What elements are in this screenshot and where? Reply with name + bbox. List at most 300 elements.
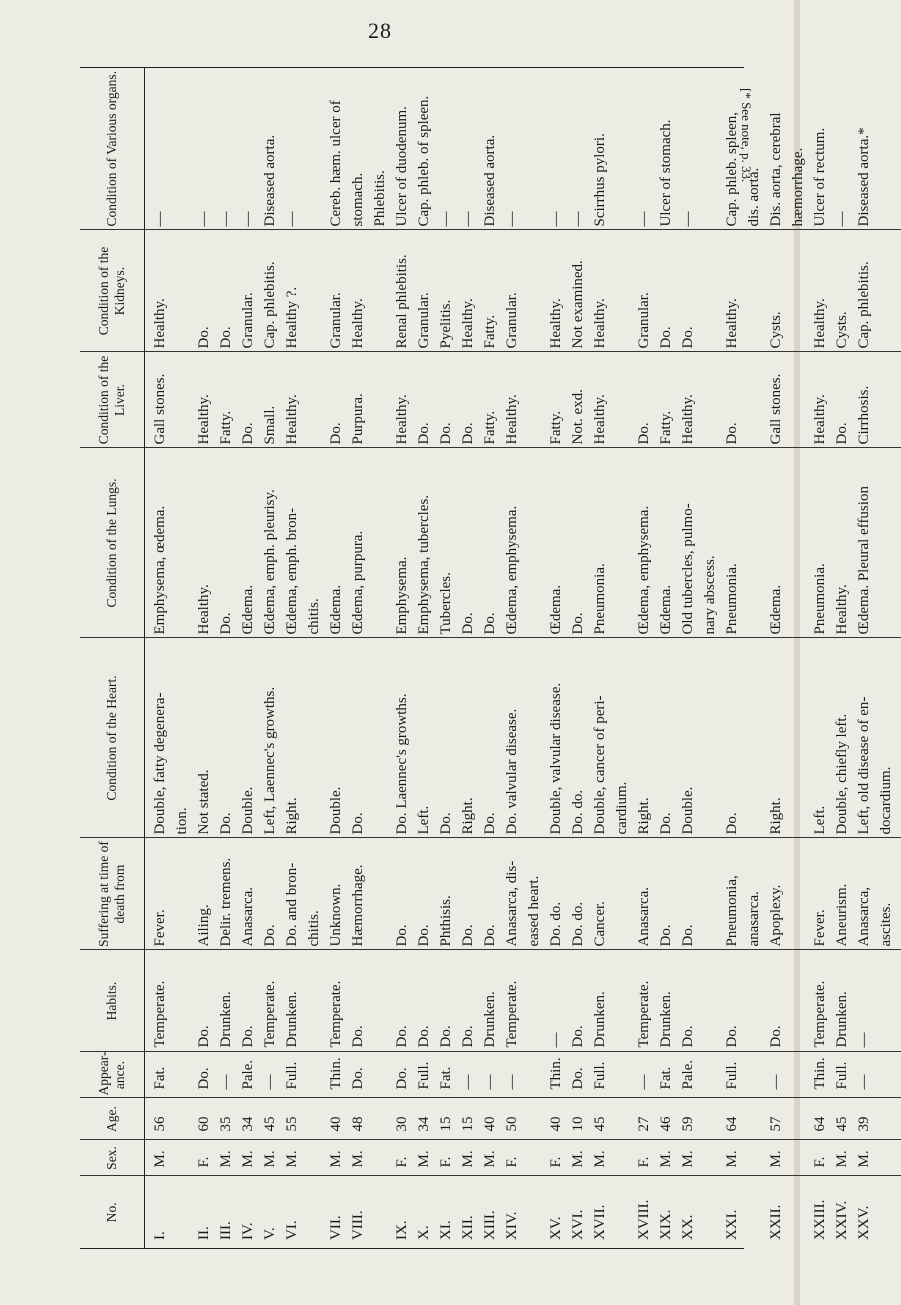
cell-line: Do.	[438, 422, 454, 445]
cell-line: Healthy.	[812, 298, 828, 349]
cell-line: Fatty.	[482, 314, 498, 349]
cell-line: Do.	[196, 1067, 212, 1090]
cell-line	[523, 356, 545, 445]
cell-line: Do.	[460, 924, 476, 947]
cell-line	[303, 356, 325, 445]
cell-line: Do.	[218, 812, 234, 835]
cell-line: Drunken.	[658, 991, 674, 1048]
cell-line: 64	[724, 1116, 740, 1132]
cell-line: —	[636, 211, 652, 227]
cell-line: Hæmorrhage.	[350, 864, 366, 947]
cell-line: —	[262, 1074, 278, 1090]
cell-line: Emphysema, tubercles.	[416, 494, 432, 635]
cell-line: Right.	[284, 797, 300, 835]
cell-line: M.	[680, 1150, 696, 1168]
cell-line	[787, 356, 809, 445]
cell-line: Cap. phleb. spleen,	[724, 111, 740, 227]
cell-line: nary abscess.	[702, 555, 718, 635]
column-liver	[145, 352, 901, 448]
cell-line: Œdema, emphysema.	[504, 505, 520, 635]
cell-line: XXII.	[768, 1204, 784, 1240]
cell-line: XVII.	[592, 1204, 608, 1240]
cell-line: Full.	[724, 1061, 740, 1090]
cell-line: Aneurism.	[834, 883, 850, 947]
cell-line: Do.	[460, 1025, 476, 1048]
cell-line	[611, 1056, 633, 1090]
header-no: No.	[80, 1176, 145, 1248]
cell-line: Healthy.	[394, 394, 410, 445]
cell-line	[743, 1102, 765, 1132]
cell-line: stomach.	[350, 172, 366, 227]
cell-line	[369, 356, 391, 445]
cell-line: M.	[218, 1150, 234, 1168]
cell-line	[611, 356, 633, 445]
cell-line: Granular.	[636, 292, 652, 349]
cell-line: Do.	[724, 812, 740, 835]
cell-line: 48	[350, 1116, 366, 1132]
cell-line: M.	[768, 1150, 784, 1168]
cell-line: 46	[658, 1116, 674, 1132]
cell-line: Not examined.	[570, 260, 586, 349]
cell-line	[611, 1102, 633, 1132]
cell-line	[369, 954, 391, 1048]
cell-line	[171, 234, 193, 349]
cell-line: Fat.	[438, 1066, 454, 1090]
cell-line: Fat.	[658, 1066, 674, 1090]
cell-line: Healthy ?.	[284, 286, 300, 349]
cell-line: Do.	[240, 1025, 256, 1048]
cell-line: Thin.	[548, 1057, 564, 1090]
cell-line	[171, 954, 193, 1048]
cell-line: anasarca.	[746, 891, 762, 947]
cell-line: F.	[504, 1156, 520, 1168]
cell-line: Pale.	[240, 1059, 256, 1090]
cell-line: Do.	[350, 812, 366, 835]
cell-line: Apoplexy.	[768, 884, 784, 947]
cell-line: Pneumonia.	[592, 563, 608, 635]
cell-line	[611, 954, 633, 1048]
cell-line: Granular.	[328, 292, 344, 349]
cell-line: Do.	[658, 924, 674, 947]
cell-line: Fat.	[152, 1066, 168, 1090]
cell-line: XII.	[460, 1215, 476, 1240]
cell-line	[369, 1056, 391, 1090]
cell-line: M.	[856, 1150, 872, 1168]
cell-line	[699, 1056, 721, 1090]
cell-line: —	[482, 1074, 498, 1090]
cell-line	[699, 71, 721, 227]
cell-line: M.	[328, 1150, 344, 1168]
cell-line: Œdema, purpura.	[350, 530, 366, 635]
cell-line: —	[570, 211, 586, 227]
cell-line: 15	[460, 1116, 476, 1132]
cell-line: dis. aorta.	[746, 167, 762, 227]
cell-line: 40	[482, 1116, 498, 1132]
cell-line: Œdema.	[548, 584, 564, 635]
cell-line: —	[218, 1074, 234, 1090]
cell-line: Do.	[394, 1067, 410, 1090]
cell-line	[699, 356, 721, 445]
cell-line: Unknown.	[328, 883, 344, 947]
cell-line: Anasarca,	[856, 886, 872, 947]
cell-line: Fever.	[812, 909, 828, 947]
cell-line: Left, old disease of en-	[856, 696, 872, 835]
cell-line	[523, 1144, 545, 1168]
cell-line: Full.	[834, 1061, 850, 1090]
cell-line	[523, 71, 545, 227]
cell-line	[303, 1102, 325, 1132]
cell-line: —	[240, 211, 256, 227]
cell-line: cardium.	[614, 781, 630, 835]
cell-line: F.	[196, 1156, 212, 1168]
column-habits	[145, 950, 901, 1052]
cell-line: 45	[592, 1116, 608, 1132]
cell-line: Œdema. Pleural effusion	[856, 486, 872, 635]
cell-line: 35	[218, 1116, 234, 1132]
cell-line	[369, 642, 391, 835]
cell-line: Cancer.	[592, 901, 608, 947]
cell-line: —	[196, 211, 212, 227]
table-bottom-rule	[80, 1248, 744, 1249]
cell-line: Anasarca.	[636, 886, 652, 947]
cell-line: XX.	[680, 1214, 696, 1240]
header-kidneys: Condition of the Kidneys.	[80, 230, 145, 352]
column-age	[145, 1098, 901, 1140]
cell-line: Healthy.	[724, 298, 740, 349]
cell-line: Do.	[680, 924, 696, 947]
cell-line	[787, 642, 809, 835]
cell-line: Do.	[438, 1025, 454, 1048]
cell-line: Ulcer of rectum.	[812, 127, 828, 227]
cell-line: Do.	[724, 1025, 740, 1048]
cell-line	[303, 1180, 325, 1241]
header-lungs: Condition of the Lungs.	[80, 448, 145, 638]
cell-line: Left.	[416, 805, 432, 835]
column-suffering	[145, 838, 901, 950]
header-age: Age.	[80, 1098, 145, 1140]
cell-line: Temperate.	[262, 980, 278, 1048]
cell-line	[171, 1144, 193, 1168]
cell-line	[171, 1180, 193, 1241]
cell-line: Do.	[570, 1025, 586, 1048]
cell-line	[611, 452, 633, 635]
cell-line: Temperate.	[328, 980, 344, 1048]
cell-line: F.	[438, 1156, 454, 1168]
cell-line: Healthy.	[834, 584, 850, 635]
cell-line	[523, 1180, 545, 1241]
cell-line: Emphysema, œdema.	[152, 505, 168, 635]
cell-line	[787, 234, 809, 349]
cell-line: 60	[196, 1116, 212, 1132]
cell-line	[171, 356, 193, 445]
cell-line: Cap. phlebitis.	[262, 261, 278, 349]
cell-line: M.	[658, 1150, 674, 1168]
cell-line: Do.	[570, 612, 586, 635]
cell-line: 50	[504, 1116, 520, 1132]
cell-line: Anasarca.	[240, 886, 256, 947]
cell-line: —	[834, 211, 850, 227]
cell-line: Temperate.	[504, 980, 520, 1048]
cell-line: Healthy.	[460, 298, 476, 349]
cell-line: Delir. tremens.	[218, 857, 234, 947]
cell-line: Not. exd.	[570, 389, 586, 445]
cell-line	[523, 452, 545, 635]
cell-line: Do.	[394, 1025, 410, 1048]
cell-line	[699, 1180, 721, 1241]
cell-line	[787, 1180, 809, 1241]
cell-line	[303, 1144, 325, 1168]
cell-line: XXIV.	[834, 1200, 850, 1240]
cell-line: 40	[328, 1116, 344, 1132]
cell-line: 57	[768, 1116, 784, 1132]
cell-line: —	[768, 1074, 784, 1090]
header-suffering: Suffering at time of death from	[80, 838, 145, 950]
cell-line: XIII.	[482, 1210, 498, 1240]
cell-line	[699, 1102, 721, 1132]
cell-line: XI.	[438, 1220, 454, 1240]
cell-line: Healthy.	[592, 394, 608, 445]
cell-line	[787, 1144, 809, 1168]
cell-line: Healthy.	[284, 394, 300, 445]
cell-line	[611, 842, 633, 947]
cell-line: Phlebitis.	[372, 170, 388, 227]
cell-line: 10	[570, 1116, 586, 1132]
cell-line: —	[284, 211, 300, 227]
cell-line: M.	[834, 1150, 850, 1168]
cell-line: Do.	[834, 422, 850, 445]
cell-line: M.	[284, 1150, 300, 1168]
header-organs: Condition of Various organs.	[80, 68, 145, 230]
cell-line: chitis.	[306, 598, 322, 635]
cell-line: F.	[636, 1156, 652, 1168]
header-liver: Condition of the Liver.	[80, 352, 145, 448]
cell-line: Fatty.	[218, 410, 234, 445]
cell-line: M.	[416, 1150, 432, 1168]
cell-line: Do.	[416, 924, 432, 947]
cell-line: Do. do.	[570, 901, 586, 947]
cell-line: —	[856, 1032, 872, 1048]
cell-line: Left, Laennec's growths.	[262, 686, 278, 835]
column-no	[145, 1176, 901, 1248]
cell-line: Granular.	[504, 292, 520, 349]
cell-line: Healthy.	[812, 394, 828, 445]
cell-line: F.	[812, 1156, 828, 1168]
cell-line: XIX.	[658, 1209, 674, 1240]
cell-line	[743, 356, 765, 445]
column-appearance	[145, 1052, 901, 1098]
cell-line	[523, 234, 545, 349]
cell-line: Do. valvular disease.	[504, 708, 520, 835]
cell-line: Full.	[592, 1061, 608, 1090]
cell-line: Healthy.	[680, 394, 696, 445]
cell-line: Diseased aorta.*	[856, 127, 872, 227]
cell-line	[303, 1056, 325, 1090]
header-row	[80, 68, 145, 1248]
cell-line: —	[152, 211, 168, 227]
cell-line: I.	[152, 1231, 168, 1240]
cell-line	[303, 642, 325, 835]
autopsy-table	[80, 68, 901, 1248]
cell-line	[171, 842, 193, 947]
cell-line: Do.	[196, 1025, 212, 1048]
cell-line: Diseased aorta.	[262, 134, 278, 227]
cell-line: tion.	[174, 807, 190, 835]
cell-line	[171, 71, 193, 227]
cell-line	[369, 452, 391, 635]
cell-line	[369, 1102, 391, 1132]
cell-line: Small.	[262, 405, 278, 445]
cell-line: Old tubercles, pulmo-	[680, 503, 696, 635]
cell-line: Emphysema.	[394, 556, 410, 635]
footnote: [* See note, p. 33.	[739, 88, 754, 183]
cell-line	[523, 642, 545, 835]
cell-line: III.	[218, 1221, 234, 1240]
cell-line	[699, 234, 721, 349]
cell-line: Drunken.	[592, 991, 608, 1048]
cell-line: Pneumonia.	[812, 563, 828, 635]
cell-line	[369, 1144, 391, 1168]
cell-line: 27	[636, 1116, 652, 1132]
cell-line: Œdema.	[658, 584, 674, 635]
cell-line: Granular.	[416, 292, 432, 349]
cell-line: Do.	[218, 612, 234, 635]
cell-line: —	[438, 211, 454, 227]
cell-line: Gall stones.	[152, 373, 168, 445]
cell-line: chitis.	[306, 910, 322, 947]
cell-line: Œdema, emphysema.	[636, 505, 652, 635]
header-sex: Sex.	[80, 1140, 145, 1176]
cell-line	[743, 1180, 765, 1241]
cell-line: Pneumonia.	[724, 563, 740, 635]
cell-line: Double.	[328, 786, 344, 835]
cell-line	[303, 71, 325, 227]
cell-line	[523, 954, 545, 1048]
cell-line	[787, 1056, 809, 1090]
cell-line: hæmorrhage.	[790, 147, 806, 227]
cell-line: M.	[152, 1150, 168, 1168]
cell-line: Renal phlebitis.	[394, 254, 410, 349]
cell-line: XXV.	[856, 1205, 872, 1240]
cell-line: F.	[394, 1156, 410, 1168]
cell-line: Do.	[416, 422, 432, 445]
cell-line: Do.	[460, 422, 476, 445]
cell-line: 30	[394, 1116, 410, 1132]
cell-line: Pyelitis.	[438, 299, 454, 349]
cell-line: Do.	[240, 422, 256, 445]
cell-line: Do.	[680, 1025, 696, 1048]
cell-line: Granular.	[240, 292, 256, 349]
cell-line: Do.	[482, 612, 498, 635]
cell-line	[787, 1102, 809, 1132]
cell-line: Temperate.	[152, 980, 168, 1048]
cell-line	[303, 234, 325, 349]
cell-line: Do.	[460, 612, 476, 635]
cell-line	[699, 842, 721, 947]
cell-line: Double, cancer of peri-	[592, 695, 608, 835]
cell-line: Do.	[416, 1025, 432, 1048]
cell-line: M.	[482, 1150, 498, 1168]
cell-line: Not stated.	[196, 769, 212, 835]
cell-line: M.	[262, 1150, 278, 1168]
cell-line	[699, 642, 721, 835]
cell-line: Anasarca, dis-	[504, 860, 520, 947]
cell-line	[699, 954, 721, 1048]
cell-line: Healthy.	[196, 394, 212, 445]
cell-line	[743, 1144, 765, 1168]
cell-line: Œdema, emph. bron-	[284, 507, 300, 635]
column-lungs	[145, 448, 901, 638]
cell-line: Left.	[812, 805, 828, 835]
cell-line: V.	[262, 1227, 278, 1240]
cell-line	[787, 452, 809, 635]
page-number: 28	[368, 18, 392, 43]
cell-line: Pale.	[680, 1059, 696, 1090]
cell-line: Double, fatty degenera-	[152, 692, 168, 835]
cell-line: Double, valvular disease.	[548, 682, 564, 835]
cell-line	[171, 452, 193, 635]
cell-line: Ulcer of duodenum.	[394, 106, 410, 227]
column-organs	[145, 68, 901, 230]
cell-line	[369, 1180, 391, 1241]
cell-line: —	[218, 211, 234, 227]
cell-line	[743, 642, 765, 835]
cell-line	[787, 842, 809, 947]
cell-line: M.	[592, 1150, 608, 1168]
cell-line: Do.	[658, 326, 674, 349]
cell-line	[611, 71, 633, 227]
cell-line: Do.	[482, 924, 498, 947]
cell-line: Dis. aorta, cerebral	[768, 112, 784, 227]
cell-line: Healthy.	[592, 298, 608, 349]
cell-line: Do. do.	[548, 901, 564, 947]
column-heart	[145, 638, 901, 838]
cell-line: II.	[196, 1226, 212, 1240]
cell-line: —	[856, 1074, 872, 1090]
cell-line: M.	[240, 1150, 256, 1168]
cell-line: M.	[350, 1150, 366, 1168]
cell-line: Gall stones.	[768, 373, 784, 445]
cell-line: Healthy.	[196, 584, 212, 635]
cell-line: Œdema, emph. pleurisy.	[262, 489, 278, 635]
cell-line	[523, 1102, 545, 1132]
header-heart: Condition of the Heart.	[80, 638, 145, 838]
cell-line	[369, 842, 391, 947]
cell-line: VII.	[328, 1215, 344, 1240]
cell-line: XVIII.	[636, 1199, 652, 1240]
cell-line: Do.	[350, 1067, 366, 1090]
cell-line	[523, 1056, 545, 1090]
cell-line: Do.	[196, 326, 212, 349]
cell-line: eased heart.	[526, 875, 542, 947]
cell-line: —	[548, 211, 564, 227]
cell-line: Drunken.	[284, 991, 300, 1048]
cell-line: Do.	[658, 812, 674, 835]
cell-line: Diseased aorta.	[482, 134, 498, 227]
cell-line: Thin.	[328, 1057, 344, 1090]
cell-line: Do.	[482, 812, 498, 835]
cell-line: 64	[812, 1116, 828, 1132]
cell-line: Temperate.	[812, 980, 828, 1048]
cell-line: Healthy.	[504, 394, 520, 445]
cell-line: Full.	[284, 1061, 300, 1090]
cell-line: Cysts.	[834, 311, 850, 349]
cell-line: Do.	[394, 924, 410, 947]
cell-line: VI.	[284, 1220, 300, 1240]
cell-line: Double, chiefly left.	[834, 713, 850, 835]
cell-line: ascites.	[878, 902, 894, 947]
cell-line: docardium.	[878, 766, 894, 835]
cell-line	[611, 1180, 633, 1241]
